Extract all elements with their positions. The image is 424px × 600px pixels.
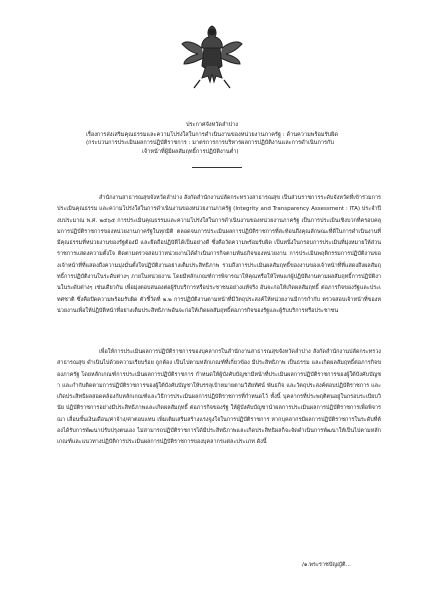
page-continuation-marker: /๑.พระราชบัญญัติ...	[302, 562, 351, 568]
body-paragraph-2	[57, 347, 381, 449]
paragraph-1-text: สำนักงานสาธารณสุขจังหวัดลำปาง สังกัดสำนักงานปลัดกระทรวงสาธารณสุข เป็นส่วนราชการระดับจังหวัดที่เข้าร่วมการประเมินคุณธรรม และความโปร่งใสในการดำเนินงานของหน่วยงานภาครัฐ (Integrity and Transparency Assessment : ITA) ประจำปีงบประมาณ พ.ศ. ๒๕๖๕ การประเมินคุณธรรมและความโปร่งใสในการดำเนินงานของหน่วยงานภาครัฐ เป็นการประเมินเชิงบวกที่ครอบคลุมการปฏิบัติราชการของหน่วยงานภาครัฐในทุกมิติ ตลอดจนการประเมินผลการปฏิบัติราชการที่สะท้อนถึงคุณลักษณะที่ดีในการดำเนินงานที่มีคุณธรรมที่หน่วยงานของรัฐต้องมี และยึดถือปฏิบัติได้เป็นอย่างดี ซึ่งคือวัดความพร้อมรับผิด เป็นหนึ่งในกรอบการประเมินที่มุ่งหมายให้ส่วนราชการแสดงความตั้งใจ ติดตามตรวจสอบว่าหน่วยงานได้ดำเนินการกิจตามพันธกิจของหน่วยงาน การประเมินพฤติกรรมการปฏิบัติงานของเจ้าหน้าที่ที่แสดงถึงความมุ่งมั่นตั้งใจปฏิบัติงานอย่างเต็มประสิทธิภาพ รวมถึงการประเมินผลสัมฤทธิ์ของงานของเจ้าหน้าที่ที่แสดงถึงผลสัมฤทธิ์การปฏิบัติงานในระดับต่างๆ ภายในหน่วยงาน โดยมีหลักเกณฑ์การพิจารณาให้คุณหรือให้โทษแก่ผู้ปฏิบัติงานตามผลสัมฤทธิ์การปฏิบัติงานในระดับต่างๆ เช่นเดียวกัน เพื่อมุ่งตอบสนองต่อผู้รับบริการหรือประชาชนอย่างแท้จริง อันจะก่อให้เกิดผลสัมฤทธิ์ ต่อภารกิจของรัฐและประเทศชาติ ซึ่งคือปัดความพร้อมรับผิด ตัวชี้วัดที่ ๒.๒ การปฏิบัติงานตามหน้าที่มีวัตถุประสงค์ให้หน่วยงานมีการกำกับ ตรวจสอบเจ้าหน้าที่ของหน่วยงานเพื่อให้ปฏิบัติหน้าที่อย่างเต็มประสิทธิภาพอันจะก่อให้เกิดผลสัมฤทธิ์ต่อภารกิจของรัฐและผู้รับบริการหรือประชาชน	[57, 195, 381, 314]
header-divider	[192, 167, 242, 168]
subject-continuation-2: เจ้าหน้าที่ผู้มีผลสัมฤทธิ์การปฏิบัติงานต่ำ)	[142, 148, 239, 155]
document-subject	[86, 131, 386, 156]
document-organization: ประกาศจังหวัดลำปาง	[185, 122, 239, 128]
subject-title: การส่งเสริมคุณธรรมและความโปร่งใสในการดำเนินงานของหน่วยงานภาครัฐ : ด้านความพร้อมรับผิด	[96, 132, 338, 138]
subject-label: เรื่อง	[86, 132, 98, 138]
subject-continuation-1: (กระบวนการประเมินผลการปฏิบัติราชการ : มาตรการการบริหารผลการปฏิบัติงานและการดำเนินการกับ	[86, 140, 334, 147]
garuda-emblem-icon	[180, 18, 244, 90]
body-paragraph-1	[57, 193, 381, 317]
paragraph-2-text: เพื่อให้การประเมินผลการปฏิบัติราชการของบุคลากรในสำนักงานสาธารณสุขจังหวัดลำปาง สังกัดสำนักงานปลัดกระทรวงสาธารณสุข ดำเนินไปด้วยความเรียบร้อย ถูกต้อง เป็นไปตามหลักเกณฑ์ที่เกี่ยวข้อง มีประสิทธิภาพ เป็นธรรม และเกิดผลสัมฤทธิ์ต่อภารกิจของภาครัฐ โดยหลักเกณฑ์การประเมินผลการปฏิบัติราชการ กำหนดให้ผู้บังคับบัญชามีหน้าที่ประเมินผลการปฏิบัติราชการของผู้ใต้บังคับบัญชา และกำกับติดตามการปฏิบัติราชการของผู้ใต้บังคับบัญชาให้บรรลุเป้าหมายตามวิสัยทัศน์ พันธกิจ และวัตถุประสงค์ต่อบปฏิบัติราชการ และเกิดประสิทธิผลสอดคล้องกับหลักเกณฑ์และวิธีการประเมินผลการปฏิบัติราชการที่กำหนดไว้ ทั้งนี้ บุคลากรที่ประพฤติตนอยู่ในกรอบระเบียบวินัย ปฏิบัติราชการอย่างมีประสิทธิภาพและเกิดผลสัมฤทธิ์ ต่อภารกิจของรัฐ ให้ผู้บังคับบัญชานำผลการประเมินผลการปฏิบัติราชการเพื่อพิจารณา เลื่อนขั้นเงินเดือน/ค่าจ้าง/ค่าตอบแทน เพิ่มเติมเสริมสร้างแรงจูงใจในการปฏิบัติราชการ หากบุคลากรมีผลการปฏิบัติราชการในระดับที่ต้องได้รับการพัฒนาปรับปรุงตนเอง ไม่สามารถปฏิบัติราชการได้มีประสิทธิภาพและเกิดประสิทธิผลก็จะจัดดำเนินการพัฒนาให้เป็นไปตามหลักเกณฑ์และแนวทางปฏิบัติการประเมินผลการปฏิบัติราชการของบุคลากรแต่ละประเภท ดังนี้	[57, 349, 381, 446]
